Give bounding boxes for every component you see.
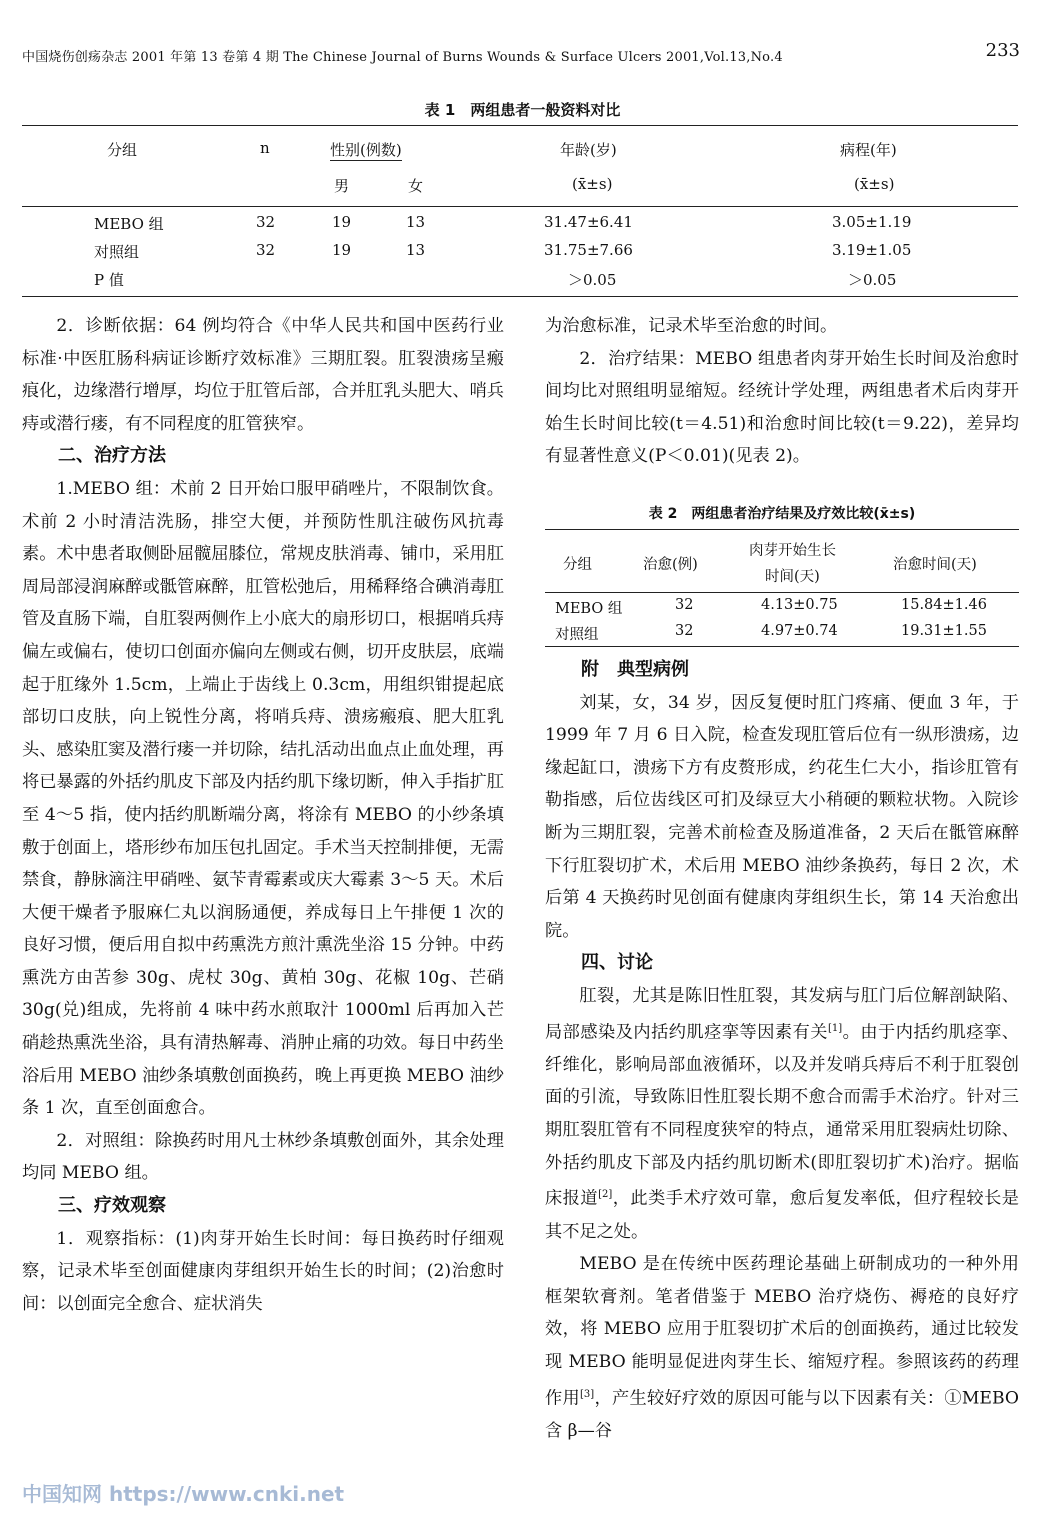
citation-3[interactable]: [3] xyxy=(580,1388,595,1400)
table-cell: 32 xyxy=(256,241,276,259)
paragraph: 为治愈标准，记录术毕至治愈的时间。 xyxy=(545,316,838,336)
table1-header-n: n xyxy=(260,139,270,157)
text-run: MEBO 是在传统中医药理论基础上研制成功的一种外用框架软膏剂。笔者借鉴于 MEBO 治疗烧伤、褥疮的良好疗效，将 MEBO 应用于肛裂切扩术后的创面换药，通过比较发现 MEBO 能明显促进肉芽生长、缩短疗程。参照该药的药理作用 xyxy=(545,1254,1019,1409)
running-header xyxy=(22,40,1022,68)
paragraph xyxy=(545,1248,1019,1447)
table1-header-group: 分组 xyxy=(107,141,138,159)
table2 xyxy=(545,529,1019,645)
table1-header-age: 年龄(岁) xyxy=(560,141,617,159)
text-run: 肛裂，尤其是陈旧性肛裂，其发病与肛门后位解剖缺陷、局部感染及内括约肌痉挛等因素有关 xyxy=(545,985,1019,1043)
table2-header-heal: 治愈时间(天) xyxy=(893,557,977,573)
table1-header-sex: 性别(例数) xyxy=(330,141,402,159)
table1-header-course: 病程(年) xyxy=(840,141,897,159)
text-run: ，产生较好疗效的原因可能与以下因素有关：①MEBO 含 β—谷 xyxy=(545,1388,1019,1441)
table1-header-age-sub: (x̄±s) xyxy=(572,175,613,193)
paragraph: 2．对照组：除换药时用凡士林纱条填敷创面外，其余处理均同 MEBO 组。 xyxy=(22,1130,504,1184)
table-cell: 19.31±1.55 xyxy=(901,623,987,639)
paragraph: 2．治疗结果：MEBO 组患者肉芽开始生长时间及治愈时间均比对照组明显缩短。经统计学处理，两组患者术后肉芽开始生长时间比较(t＝4.51)和治愈时间比较(t＝9.22)，差异均有显著性意义(P＜0.01)(见表 2)。 xyxy=(545,348,1019,467)
table-cell: 32 xyxy=(675,597,694,613)
table-cell: ＞0.05 xyxy=(848,271,897,289)
right-column-top xyxy=(545,310,1019,473)
paragraph: 1．观察指标：(1)肉芽开始生长时间：每日换药时仔细观察，记录术毕至创面健康肉芽组织开始生长的时间；(2)治愈时间：以创面完全愈合、症状消失 xyxy=(22,1228,504,1314)
citation-2[interactable]: [2] xyxy=(598,1189,613,1201)
watermark: 中国知网 https://www.cnki.net xyxy=(22,1482,345,1506)
table1-header-male: 男 xyxy=(334,177,350,195)
table-cell: 31.47±6.41 xyxy=(544,213,633,231)
table-cell: 4.13±0.75 xyxy=(761,597,838,613)
table1-caption: 表 1 两组患者一般资料对比 xyxy=(424,101,621,119)
table-row: 对照组 xyxy=(94,243,140,261)
table-row: 对照组 xyxy=(555,627,599,643)
table2-header-gran: 肉芽开始生长 xyxy=(749,543,836,559)
table-cell: 13 xyxy=(406,213,426,231)
table-row: P 值 xyxy=(94,271,124,289)
table1-header-course-sub: (x̄±s) xyxy=(854,175,895,193)
table2-header-cured: 治愈(例) xyxy=(643,557,698,573)
table2-header-gran2: 时间(天) xyxy=(765,569,820,585)
journal-citation: 中国烧伤创疡杂志 2001 年第 13 卷第 4 期 The Chinese Journal of Burns Wounds & Surface Ulcers 2001,Vol.13,No.4 xyxy=(22,50,783,65)
page-number: 233 xyxy=(985,40,1020,61)
paragraph: 2．诊断依据：64 例均符合《中华人民共和国中医药行业标准·中医肛肠科病证诊断疗效标准》三期肛裂。肛裂溃疡呈瘢痕化，边缘潜行增厚，均位于肛管后部，合并肛乳头肥大、哨兵痔或潜行瘘，有不同程度的肛管狭窄。 xyxy=(22,316,504,434)
section-heading: 三、疗效观察 xyxy=(58,1195,166,1217)
table1-bottom-rule xyxy=(22,296,1018,297)
table-cell: 19 xyxy=(332,241,352,259)
right-column-bottom xyxy=(545,654,1019,1447)
table-cell: 13 xyxy=(406,241,426,259)
paragraph: 刘某，女，34 岁，因反复便时肛门疼痛、便血 3 年，于 1999 年 7 月 6 日入院，检查发现肛管后位有一纵形溃疡，边缘起缸口，溃疡下方有皮赘形成，约花生仁大小，指诊肛管有勒指感，后位齿线区可扪及绿豆大小稍硬的颗粒状物。入院诊断为三期肛裂，完善术前检查及肠道准备，2 天后在骶管麻醉下行肛裂切扩术，术后用 MEBO 油纱条换药，每日 2 次，术后第 4 天换药时见创面有健康肉芽组织生长，第 14 天治愈出院。 xyxy=(545,692,1019,941)
section-heading: 附 典型病例 xyxy=(581,659,689,680)
table-cell: 32 xyxy=(675,623,694,639)
table2-caption: 表 2 两组患者治疗结果及疗效比较(x̄±s) xyxy=(648,506,916,522)
section-heading: 二、治疗方法 xyxy=(58,445,166,467)
paragraph: 1.MEBO 组：术前 2 日开始口服甲硝唑片，不限制饮食。术前 2 小时清洁洗肠，排空大便，并预防性肌注破伤风抗毒素。术中患者取侧卧屈髋屈膝位，常规皮肤消毒、铺巾，采用肛周局部浸润麻醉或骶管麻醉，肛管松弛后，用稀释络合碘消毒肛管及直肠下端，自肛裂两侧作上小底大的扇形切口，根据哨兵痔偏左或偏右，使切口创面亦偏向左侧或右侧，切开皮肤层，底端起于肛缘外 1.5cm，上端止于齿线上 0.3cm，用组织钳提起底部切口皮肤，向上锐性分离，将哨兵痔、溃疡瘢痕、肥大肛乳头、感染肛窦及潜行瘘一并切除，结扎活动出血点止血处理，再将已暴露的外括约肌皮下部及内括约肌下缘切断，伸入手指扩肛至 4～5 指，使内括约肌断端分离，将涂有 MEBO 的小纱条填敷于创面上，塔形纱布加压包扎固定。手术当天控制排便，无需禁食，静脉滴注甲硝唑、氨苄青霉素或庆大霉素 3～5 天。术后大便干燥者予服麻仁丸以润肠通便，养成每日上午排便 1 次的良好习惯，便后用自拟中药熏洗方煎汁熏洗坐浴 15 分钟。中药熏洗方由苦参 30g、虎杖 30g、黄柏 30g、花椒 10g、芒硝 30g(兑)组成，先将前 4 味中药水煎取汁 1000ml 后再加入芒硝趁热熏洗坐浴，具有清热解毒、消肿止痛的功效。每日中药坐浴后用 MEBO 油纱条填敷创面换药，晚上再更换 MEBO 油纱条 1 次，直至创面愈合。 xyxy=(22,478,504,1119)
table1 xyxy=(22,125,1018,295)
left-column xyxy=(22,310,504,1320)
citation-1[interactable]: [1] xyxy=(827,1022,843,1034)
table1-header-female: 女 xyxy=(408,177,424,195)
table-cell: 19 xyxy=(332,213,352,231)
text-run: ，此类手术疗效可靠，愈后复发率低，但疗程较长是其不足之处。 xyxy=(545,1188,1019,1242)
table2-mid-rule xyxy=(545,592,1019,593)
text-run: 。由于内括约肌痉挛、纤维化，影响局部血液循环，以及并发哨兵痔后不利于肛裂创面的引流，导致陈旧性肛裂长期不愈合而需手术治疗。针对三期肛裂肛管有不同程度狭窄的特点，通常采用肛裂病灶切除、外括约肌皮下部及内括约肌切断术(即肛裂切扩术)治疗。据临床报道 xyxy=(545,1022,1019,1209)
table-row: MEBO 组 xyxy=(555,601,623,617)
table1-mid-rule xyxy=(22,206,1018,207)
table-cell: 3.19±1.05 xyxy=(832,241,912,259)
table-cell: 31.75±7.66 xyxy=(544,241,633,259)
table-cell: 4.97±0.74 xyxy=(761,623,838,639)
table2-header-group: 分组 xyxy=(563,557,592,573)
table2-bottom-rule xyxy=(545,646,1019,647)
table-row: MEBO 组 xyxy=(94,215,164,233)
table-cell: 3.05±1.19 xyxy=(832,213,912,231)
paragraph xyxy=(545,980,1019,1248)
table-cell: 32 xyxy=(256,213,276,231)
table-cell: ＞0.05 xyxy=(568,271,617,289)
section-heading: 四、讨论 xyxy=(581,952,653,974)
table-cell: 15.84±1.46 xyxy=(901,597,987,613)
